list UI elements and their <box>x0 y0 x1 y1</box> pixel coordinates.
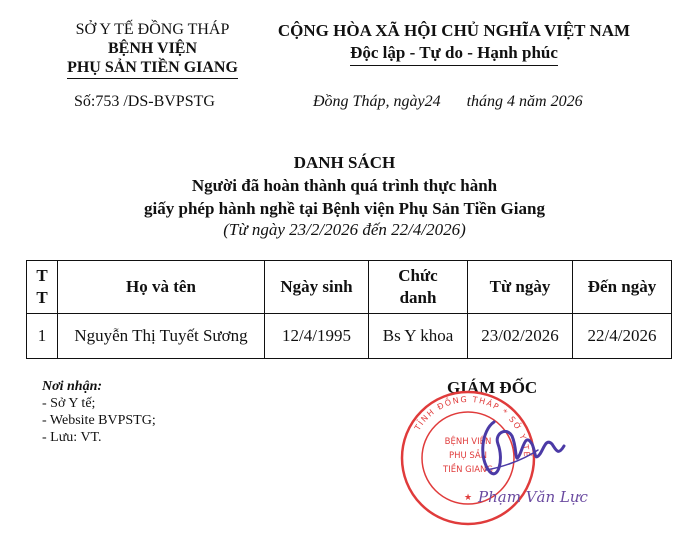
recipient-item: - Sở Y tế; <box>42 396 96 411</box>
place-date-day: 24 <box>424 93 441 110</box>
hospital-name-line1: BỆNH VIỆN <box>107 40 198 57</box>
title-line-2: giấy phép hành nghề tại Bệnh viện Phụ Sản Tiền Giang <box>144 199 545 218</box>
col-title-header: Chức danh <box>369 261 468 314</box>
handwritten-signature <box>468 410 578 490</box>
col-name-header: Họ và tên <box>58 261 265 314</box>
national-motto: Độc lập - Tự do - Hạnh phúc <box>350 42 558 66</box>
svg-text:TIỀN GIANG: TIỀN GIANG <box>443 465 493 475</box>
cell-birthdate: 12/4/1995 <box>265 314 369 359</box>
svg-text:BỆNH VIỆN: BỆNH VIỆN <box>444 437 492 447</box>
place-date-prefix: Đồng Tháp, ngày <box>313 93 425 110</box>
cell-name: Nguyễn Thị Tuyết Sương <box>58 314 265 359</box>
col-birthdate-header: Ngày sinh <box>265 261 369 314</box>
recipients-block <box>42 378 156 446</box>
table-header-row <box>27 261 672 314</box>
recipient-item: - Website BVPSTG; <box>42 413 156 428</box>
cell-from-date: 23/02/2026 <box>468 314 573 359</box>
signer-role: GIÁM ĐỐC <box>447 378 538 397</box>
svg-text:★: ★ <box>463 493 473 503</box>
place-date-rest: tháng 4 năm 2026 <box>466 93 583 110</box>
title-period: (Từ ngày 23/2/2026 đến 22/4/2026) <box>223 220 466 239</box>
document-number: Số:753 /DS-BVPSTG <box>74 93 215 110</box>
agency-name: SỞ Y TẾ ĐỒNG THÁP <box>75 21 230 38</box>
col-to-header: Đến ngày <box>573 261 672 314</box>
place-date <box>313 93 583 111</box>
cell-to-date: 22/4/2026 <box>573 314 672 359</box>
hospital-name-line2: PHỤ SẢN TIỀN GIANG <box>67 58 238 79</box>
national-header <box>265 20 643 66</box>
trainee-table <box>26 260 672 359</box>
country-name: CỘNG HÒA XÃ HỘI CHỦ NGHĨA VIỆT NAM <box>277 21 631 40</box>
cell-index: 1 <box>27 314 58 359</box>
recipients-title: Nơi nhận: <box>42 379 103 394</box>
col-from-header: Từ ngày <box>468 261 573 314</box>
col-index-header: T T <box>27 261 58 314</box>
document-title: DANH SÁCH <box>293 153 396 172</box>
svg-text:TỈNH ĐỒNG THÁP * SỞ Y TẾ: TỈNH ĐỒNG THÁP * SỞ Y TẾ <box>412 394 532 459</box>
agency-header <box>40 20 265 79</box>
recipient-item: - Lưu: VT. <box>42 430 102 445</box>
cell-title: Bs Y khoa <box>369 314 468 359</box>
signer-name: Phạm Văn Lực <box>478 488 588 506</box>
table-row <box>27 314 672 359</box>
svg-text:PHỤ SẢN: PHỤ SẢN <box>448 451 488 461</box>
title-line-1: Người đã hoàn thành quá trình thực hành <box>191 176 498 195</box>
